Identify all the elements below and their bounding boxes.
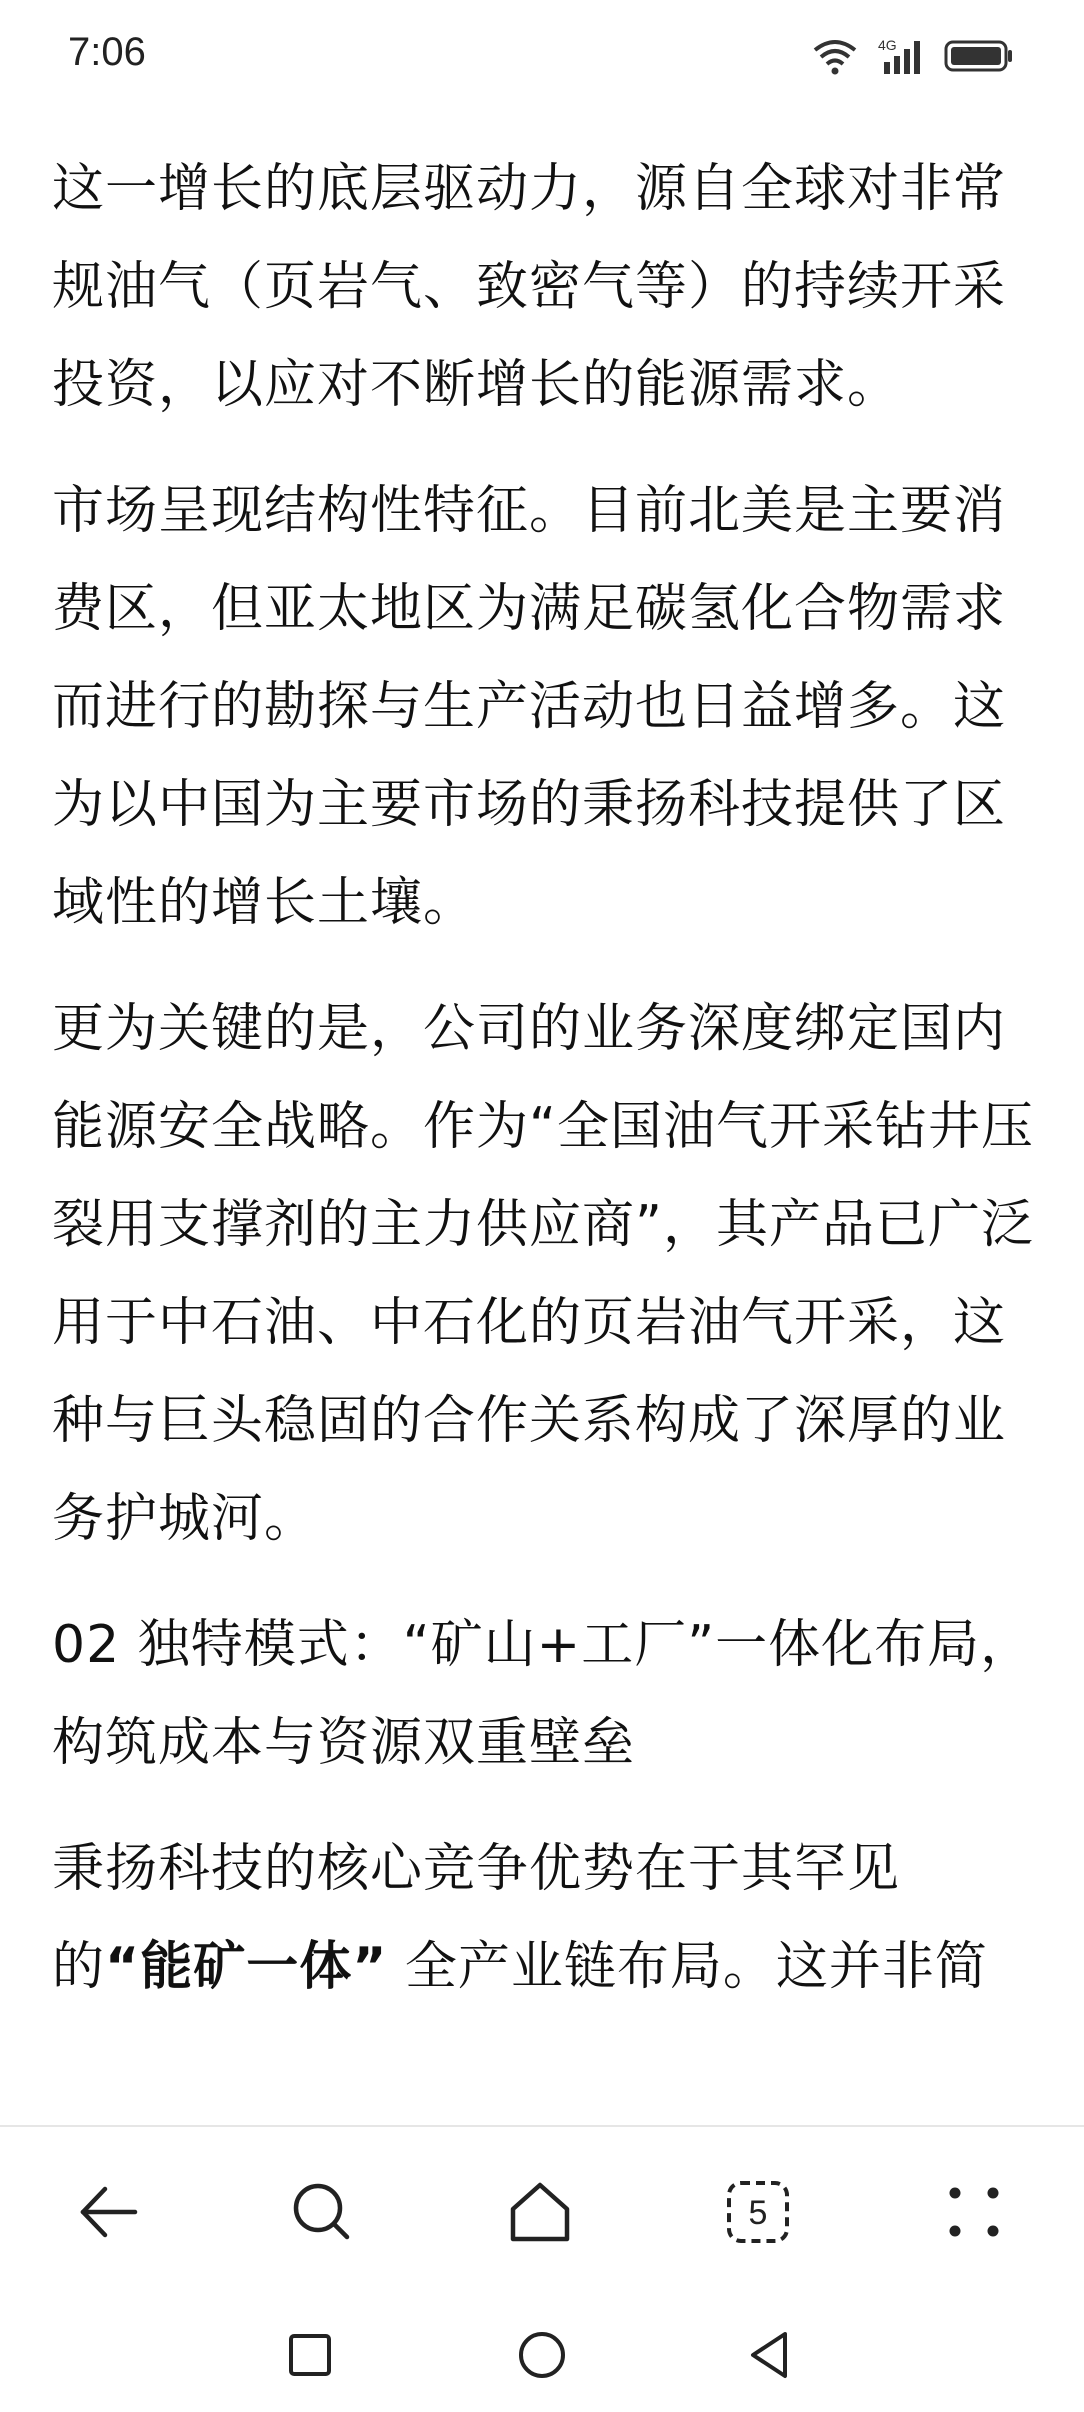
back-button[interactable] <box>58 2162 158 2262</box>
bold-phrase: “能矿一体” <box>105 1937 388 1997</box>
system-back-button[interactable] <box>730 2315 810 2395</box>
more-icon <box>939 2177 1009 2247</box>
article-paragraph: 更为关键的是，公司的业务深度绑定国内能源安全战略。作为“全国油气开采钻井压裂用支撑剂的主力供应商”，其产品已广泛用于中石油、中石化的页岩油气开采，这种与巨头稳固的合作关系构成了深厚的业务护城河。 <box>52 999 1034 1549</box>
signal-icon <box>878 36 926 80</box>
home-circle-icon <box>515 2328 569 2382</box>
search-icon <box>287 2177 357 2247</box>
home-icon <box>505 2177 575 2247</box>
search-button[interactable] <box>272 2162 372 2262</box>
home-button[interactable] <box>490 2162 590 2262</box>
wifi-icon <box>810 36 860 80</box>
system-home-button[interactable] <box>502 2315 582 2395</box>
article-body <box>52 140 1034 2044</box>
section-heading: 02 独特模式：“矿山+工厂”一体化布局，构筑成本与资源双重壁垒 <box>52 1615 1034 1773</box>
battery-icon <box>944 36 1014 80</box>
system-navigation-bar <box>0 2295 1084 2412</box>
tab-count: 5 <box>748 2194 768 2232</box>
article-paragraph: 这一增长的底层驱动力，源自全球对非常规油气（页岩气、致密气等）的持续开采投资，以应对不断增长的能源需求。 <box>52 159 1007 415</box>
recents-button[interactable] <box>270 2315 350 2395</box>
back-arrow-icon <box>73 2177 143 2247</box>
status-bar <box>0 0 1084 110</box>
back-triangle-icon <box>743 2328 797 2382</box>
paragraph-text: 全产业链布局。这并非简 <box>387 1937 988 1997</box>
status-icons <box>810 36 1014 80</box>
more-button[interactable] <box>924 2162 1024 2262</box>
article-paragraph <box>52 1820 1034 2016</box>
svg-text:4G: 4G <box>878 37 897 53</box>
article-paragraph: 市场呈现结构性特征。目前北美是主要消费区，但亚太地区为满足碳氢化合物需求而进行的勘探与生产活动也日益增多。这为以中国为主要市场的秉扬科技提供了区域性的增长土壤。 <box>52 481 1007 933</box>
recents-icon <box>285 2330 335 2380</box>
tabs-icon <box>723 2177 793 2247</box>
browser-toolbar <box>0 2125 1084 2297</box>
paragraph-text: 秉扬科技的核心竞争优势在于其罕见的 <box>52 1839 901 1997</box>
status-time: 7:06 <box>68 30 146 74</box>
tabs-button[interactable] <box>708 2162 808 2262</box>
